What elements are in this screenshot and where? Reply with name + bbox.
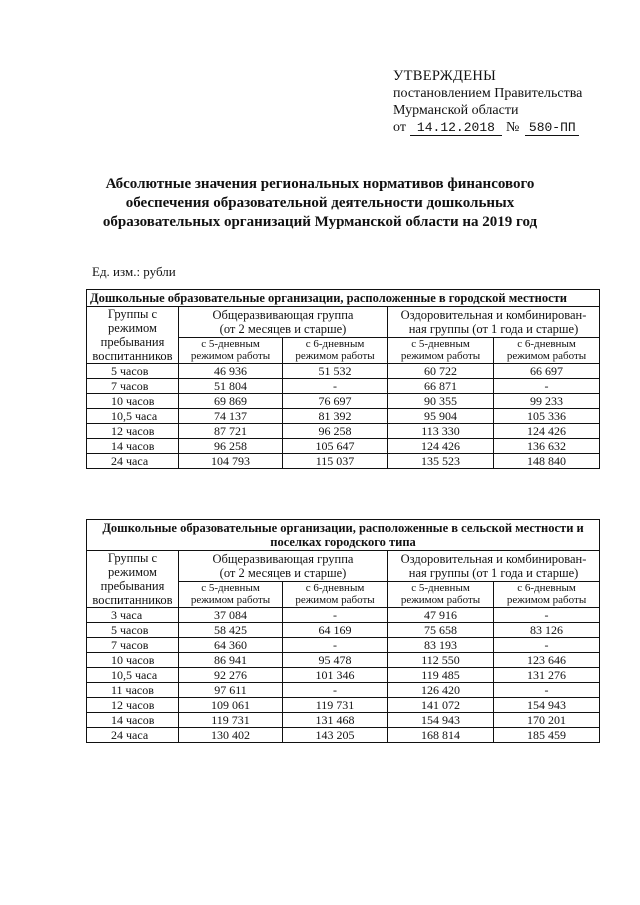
approval-heading: УТВЕРЖДЕНЫ (393, 68, 497, 84)
six-day-header: с 6-дневным режимом работы (283, 337, 388, 363)
table-row: 10,5 часа 92 276 101 346 119 485 131 276 (87, 668, 600, 683)
urban-table-caption: Дошкольные образовательные организации, расположенные в городской местности (87, 290, 600, 307)
approval-block (393, 68, 623, 136)
six-day-header: с 6-дневным режимом работы (283, 581, 388, 607)
number-prefix: № (505, 120, 520, 135)
title-line-3: образовательных организаций Мурманской области на 2019 год (102, 214, 538, 230)
document-title (60, 175, 580, 232)
approval-date: 14.12.2018 (410, 121, 502, 136)
five-day-header: с 5-дневным режимом работы (388, 581, 494, 607)
five-day-header: с 5-дневным режимом работы (179, 337, 283, 363)
table-row: 10 часов 69 869 76 697 90 355 99 233 (87, 394, 600, 409)
table-row: 14 часов 96 258 105 647 124 426 136 632 (87, 439, 600, 454)
table-row: 10,5 часа 74 137 81 392 95 904 105 336 (87, 409, 600, 424)
five-day-header: с 5-дневным режимом работы (388, 337, 494, 363)
rural-table-body (87, 608, 600, 743)
title-line-2: обеспечения образовательной деятельности дошкольных (125, 195, 515, 211)
approval-date-line (393, 119, 623, 136)
date-prefix: от (393, 120, 406, 135)
rural-norms-table (86, 519, 600, 743)
approval-line-2: Мурманской области (393, 103, 519, 118)
urban-table-body (87, 364, 600, 469)
five-day-header: с 5-дневным режимом работы (179, 581, 283, 607)
table-row: 7 часов 51 804 - 66 871 - (87, 379, 600, 394)
row-label-header: Группы с режимом пребывания воспитанников (87, 551, 179, 608)
table-row: 11 часов 97 611 - 126 420 - (87, 683, 600, 698)
health-group-header: Оздоровительная и комбинирован- ная группы (от 1 года и старше) (388, 551, 600, 582)
table-row: 5 часов 46 936 51 532 60 722 66 697 (87, 364, 600, 379)
row-label-header: Группы с режимом пребывания воспитанников (87, 307, 179, 364)
units-label: Ед. изм.: рубли (92, 264, 176, 279)
six-day-header: с 6-дневным режимом работы (494, 337, 600, 363)
health-group-header: Оздоровительная и комбинирован- ная группы (от 1 года и старше) (388, 307, 600, 338)
table-row: 10 часов 86 941 95 478 112 550 123 646 (87, 653, 600, 668)
general-group-header: Общеразвивающая группа (от 2 месяцев и старше) (179, 551, 388, 582)
table-row: 7 часов 64 360 - 83 193 - (87, 638, 600, 653)
table-row: 24 часа 130 402 143 205 168 814 185 459 (87, 728, 600, 743)
table-row: 3 часа 37 084 - 47 916 - (87, 608, 600, 623)
rural-table-caption: Дошкольные образовательные организации, расположенные в сельской местности и поселках городского типа (87, 520, 600, 551)
table-row: 5 часов 58 425 64 169 75 658 83 126 (87, 623, 600, 638)
title-line-1: Абсолютные значения региональных нормативов финансового (105, 176, 535, 192)
approval-line-1: постановлением Правительства (393, 86, 583, 101)
table-row: 24 часа 104 793 115 037 135 523 148 840 (87, 454, 600, 469)
table-row: 12 часов 87 721 96 258 113 330 124 426 (87, 424, 600, 439)
six-day-header: с 6-дневным режимом работы (494, 581, 600, 607)
approval-number: 580-ПП (525, 121, 579, 136)
general-group-header: Общеразвивающая группа (от 2 месяцев и старше) (179, 307, 388, 338)
table-row: 14 часов 119 731 131 468 154 943 170 201 (87, 713, 600, 728)
urban-norms-table (86, 289, 600, 469)
table-row: 12 часов 109 061 119 731 141 072 154 943 (87, 698, 600, 713)
